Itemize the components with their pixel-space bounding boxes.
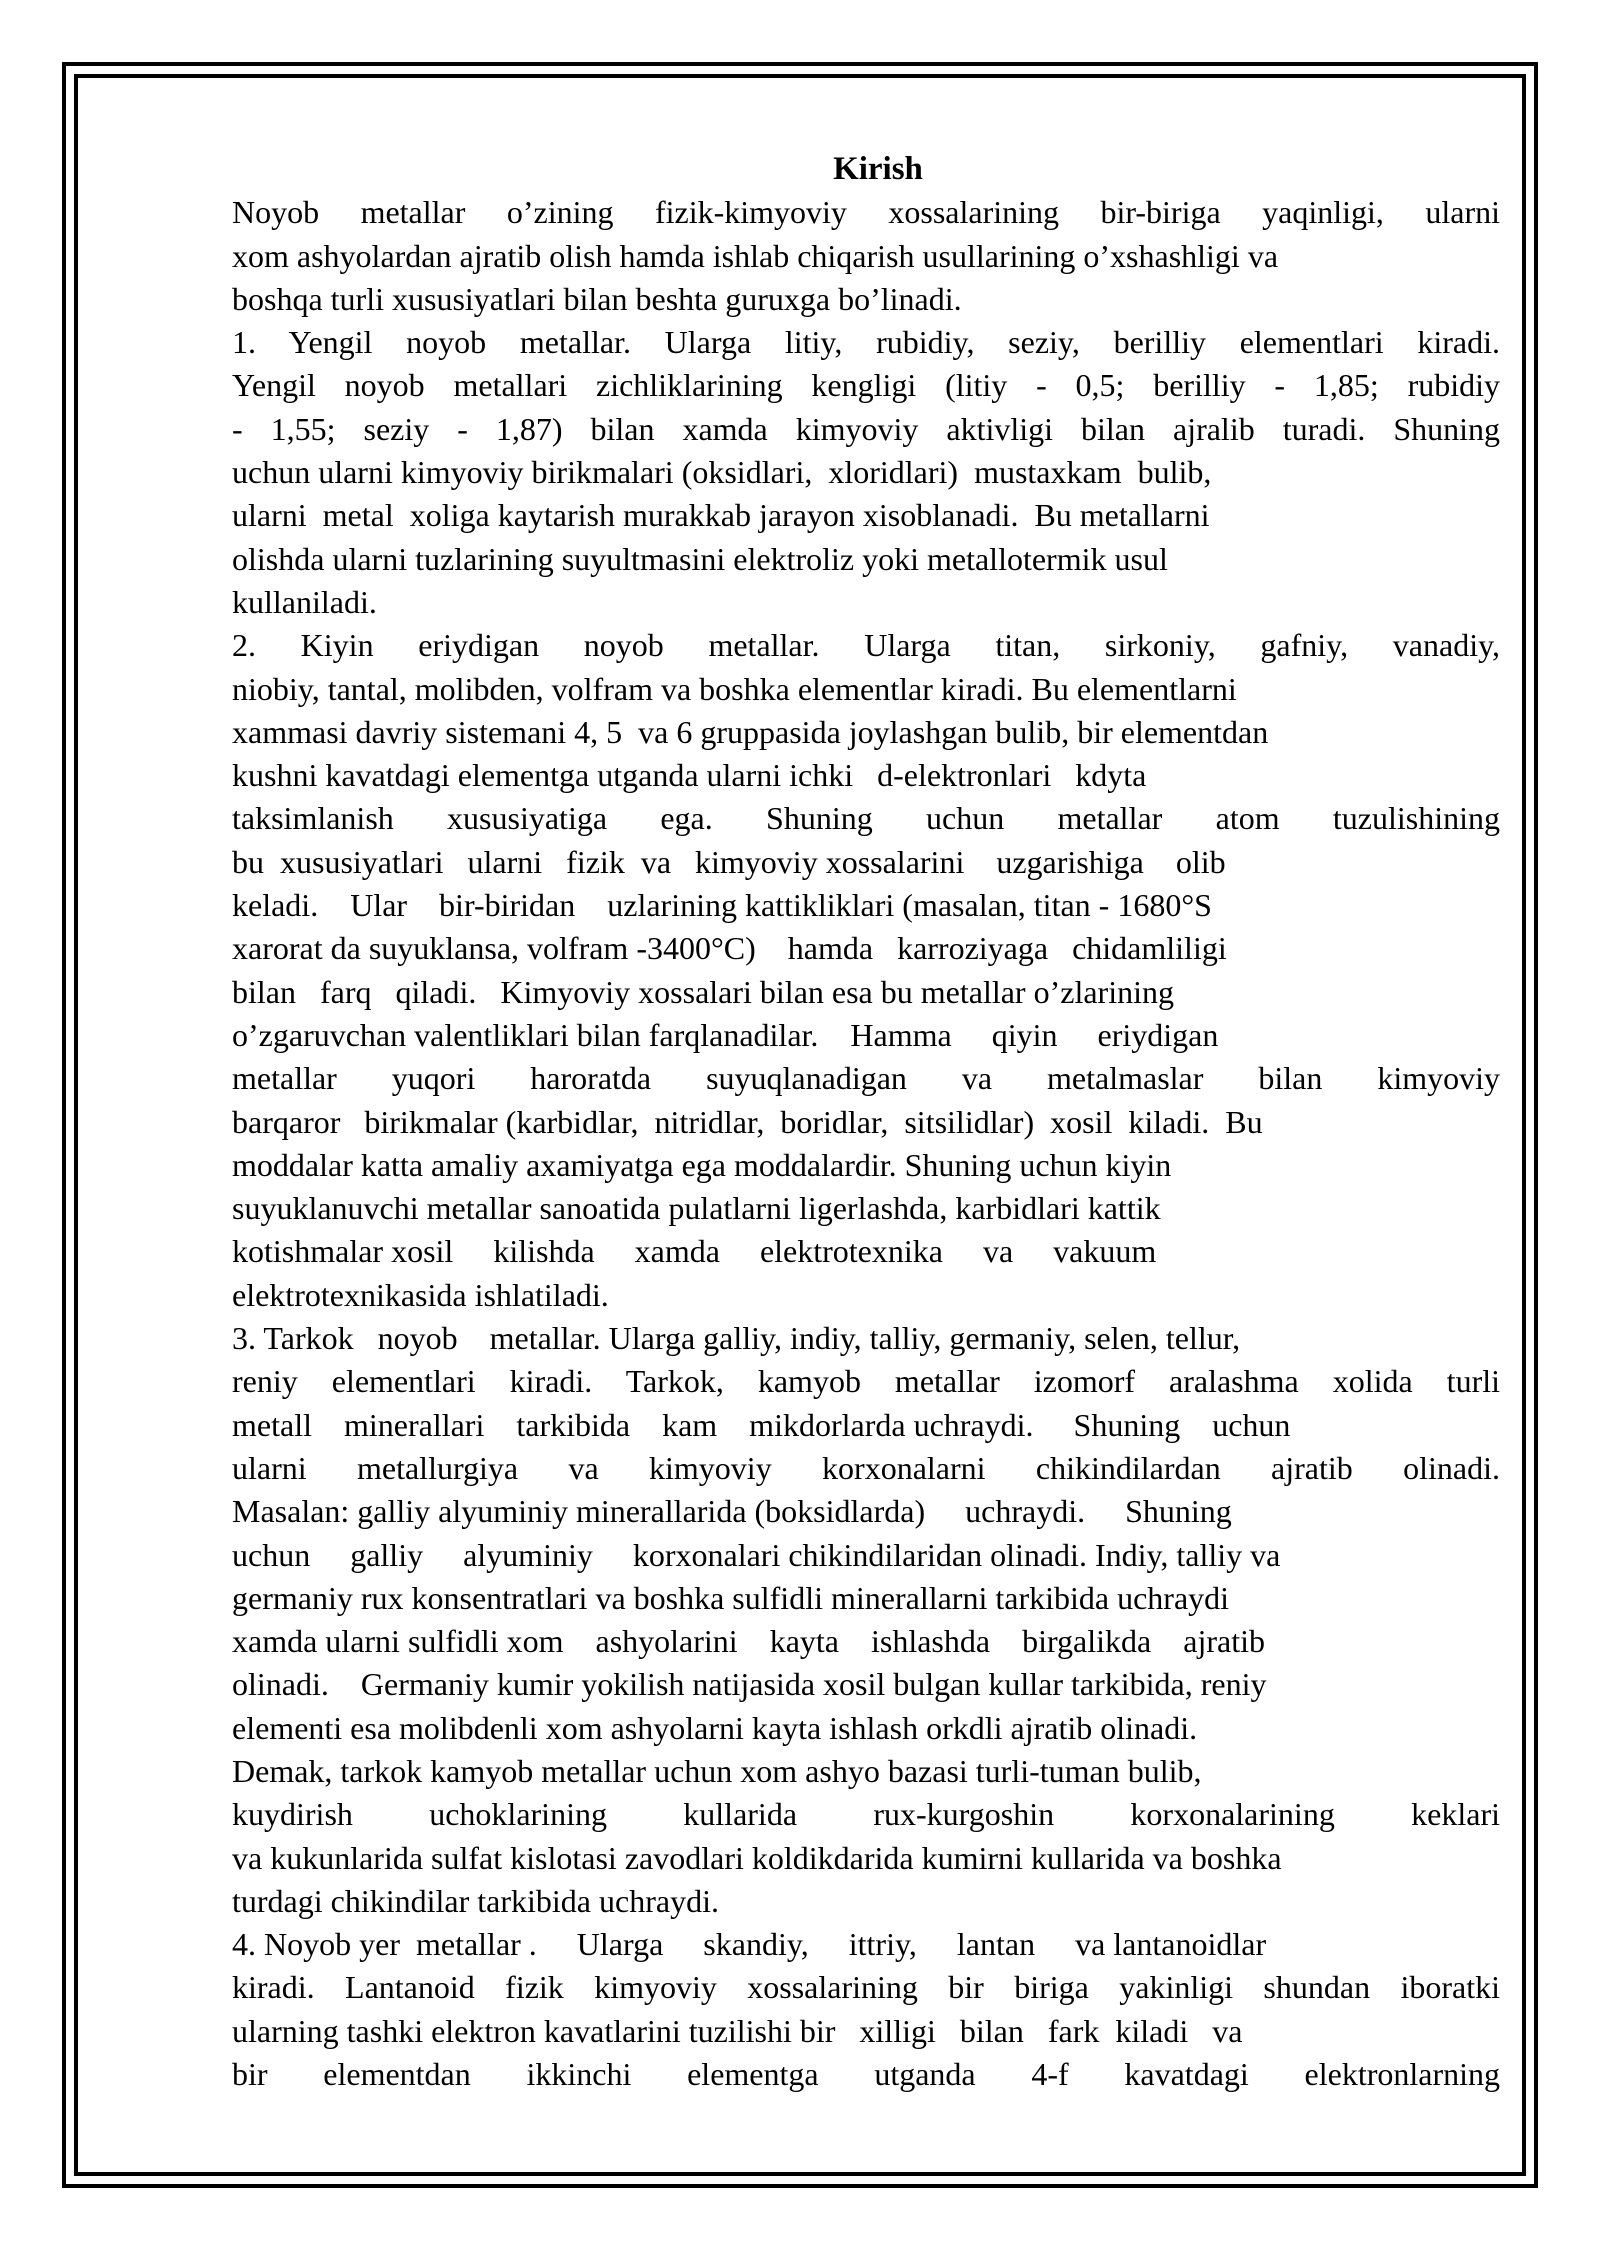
- text-line: uchun ularni kimyoviy birikmalari (oksidlari, xloridlari) mustaxkam bulib,: [232, 454, 1212, 491]
- text-line: Demak, tarkok kamyob metallar uchun xom ashyo bazasi turli-tuman bulib,: [232, 1752, 1202, 1789]
- text-line: niobiy, tantal, molibden, volfram va boshka elementlar kiradi. Bu elementlarni: [232, 670, 1237, 707]
- text-line: Noyob metallar o’zining fizik-kimyoviy xossalarining bir-biriga yaqinligi, ularni: [232, 194, 1500, 231]
- text-line: moddalar katta amaliy axamiyatga ega moddalardir. Shuning uchun kiyin: [232, 1146, 1172, 1183]
- text-line: kotishmalar xosil kilishda xamda elektrotexnika va vakuum: [232, 1233, 1157, 1270]
- text-line: ularning tashki elektron kavatlarini tuzilishi bir xilligi bilan fark kiladi va: [232, 2012, 1243, 2049]
- text-line: 4. Noyob yer metallar . Ularga skandiy, ittriy, lantan va lantanoidlar: [232, 1926, 1267, 1963]
- text-line: o’zgaruvchan valentliklari bilan farqlanadilar. Hamma qiyin eriydigan: [232, 1016, 1219, 1053]
- text-line: xarorat da suyuklansa, volfram -3400°C) hamda karroziyaga chidamliligi: [232, 930, 1227, 967]
- text-line: olinadi. Germaniy kumir yokilish natijasida xosil bulgan kullar tarkibida, reniy: [232, 1666, 1267, 1703]
- text-line: - 1,55; seziy - 1,87) bilan xamda kimyoviy aktivligi bilan ajralib turadi. Shuning: [232, 410, 1500, 447]
- text-line: olishda ularni tuzlarining suyultmasini elektroliz yoki metallotermik usul: [232, 540, 1168, 577]
- text-line: kiradi. Lantanoid fizik kimyoviy xossalarining bir biriga yakinligi shundan iboratki: [232, 1969, 1500, 2006]
- text-line: keladi. Ular bir-biridan uzlarining kattikliklari (masalan, titan - 1680°S: [232, 887, 1212, 924]
- text-line: kushni kavatdagi elementga utganda ularni ichki d-elektronlari kdyta: [232, 757, 1147, 794]
- document-body: [232, 148, 1500, 2096]
- text-line: ularni metal xoliga kaytarish murakkab jarayon xisoblanadi. Bu metallarni: [232, 497, 1210, 534]
- text-line: metall minerallari tarkibida kam mikdorlarda uchraydi. Shuning uchun: [232, 1406, 1291, 1443]
- text-line: xamda ularni sulfidli xom ashyolarini kayta ishlashda birgalikda ajratib: [232, 1623, 1265, 1660]
- text-line: Yengil noyob metallari zichliklarining kengligi (litiy - 0,5; berilliy - 1,85; rubidiy: [232, 367, 1500, 404]
- text-line: elektrotexnikasida ishlatiladi.: [232, 1276, 609, 1313]
- text-line: Masalan: galliy alyuminiy minerallarida (boksidlarda) uchraydi. Shuning: [232, 1493, 1232, 1530]
- text-line: kullaniladi.: [232, 583, 377, 620]
- text-line: 3. Tarkok noyob metallar. Ularga galliy, indiy, talliy, germaniy, selen, tellur,: [232, 1320, 1241, 1357]
- text-line: ularni metallurgiya va kimyoviy korxonalarni chikindilardan ajratib olinadi.: [232, 1449, 1500, 1486]
- text-line: xom ashyolardan ajratib olish hamda ishlab chiqarish usullarining o’xshashligi va: [232, 237, 1279, 274]
- text-line: kuydirish uchoklarining kullarida rux-kurgoshin korxonalarining keklari: [232, 1796, 1500, 1833]
- text-line: 2. Kiyin eriydigan noyob metallar. Ularga titan, sirkoniy, gafniy, vanadiy,: [232, 627, 1500, 664]
- text-line: taksimlanish xususiyatiga ega. Shuning uchun metallar atom tuzulishining: [232, 800, 1500, 837]
- text-line: 1. Yengil noyob metallar. Ularga litiy, rubidiy, seziy, berilliy elementlari kiradi.: [232, 324, 1500, 361]
- text-line: va kukunlarida sulfat kislotasi zavodlari koldikdarida kumirni kullarida va boshka: [232, 1839, 1282, 1876]
- text-line: germaniy rux konsentratlari va boshka sulfidli minerallarni tarkibida uchraydi: [232, 1579, 1230, 1616]
- text-line: bu xususiyatlari ularni fizik va kimyoviy xossalarini uzgarishiga olib: [232, 843, 1226, 880]
- text-line: turdagi chikindilar tarkibida uchraydi.: [232, 1882, 719, 1919]
- text-line: suyuklanuvchi metallar sanoatida pulatlarni ligerlashda, karbidlari kattik: [232, 1190, 1161, 1227]
- text-line: bir elementdan ikkinchi elementga utganda 4-f kavatdagi elektronlarning: [232, 2056, 1500, 2093]
- document-title: Kirish: [833, 151, 923, 187]
- text-line: boshqa turli xususiyatlari bilan beshta guruxga bo’linadi.: [232, 280, 962, 317]
- text-line: bilan farq qiladi. Kimyoviy xossalari bilan esa bu metallar o’zlarining: [232, 973, 1174, 1010]
- text-line: uchun galliy alyuminiy korxonalari chikindilaridan olinadi. Indiy, talliy va: [232, 1536, 1281, 1573]
- text-line: xammasi davriy sistemani 4, 5 va 6 gruppasida joylashgan bulib, bir elementdan: [232, 713, 1269, 750]
- paragraph-lines: [232, 191, 1500, 2096]
- text-line: barqaror birikmalar (karbidlar, nitridlar, boridlar, sitsilidlar) xosil kiladi. Bu: [232, 1103, 1263, 1140]
- text-line: elementi esa molibdenli xom ashyolarni kayta ishlash orkdli ajratib olinadi.: [232, 1709, 1198, 1746]
- text-line: metallar yuqori haroratda suyuqlanadigan va metalmaslar bilan kimyoviy: [232, 1060, 1500, 1097]
- text-line: reniy elementlari kiradi. Tarkok, kamyob metallar izomorf aralashma xolida turli: [232, 1363, 1500, 1400]
